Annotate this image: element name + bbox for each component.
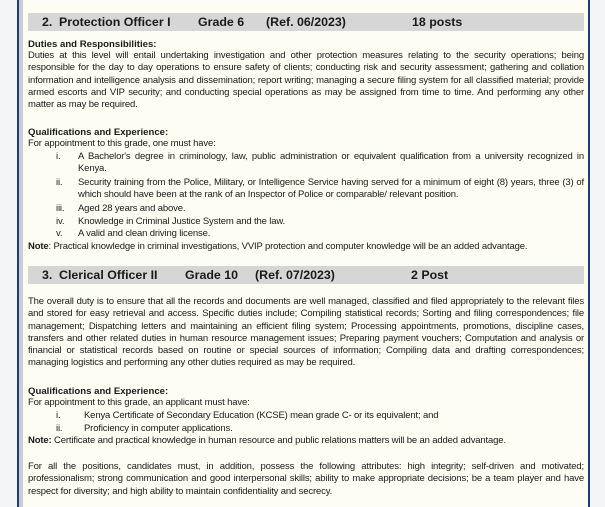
advert-page [17,0,590,507]
section-2-item-5 [28,228,584,240]
item-text: Knowledge in Criminal Justice System and the law. [78,215,286,227]
section-2-duties-heading: Duties and Responsibilities: [28,39,157,50]
section-3-posts: 2 Post [411,268,449,282]
item-number: v. [56,228,63,239]
section-2-ref: (Ref. 06/2023) [266,15,346,29]
note-label: Note: [28,435,52,446]
item-number: ii. [56,422,63,434]
item-number: i. [56,151,61,162]
item-text: A valid and clean driving license. [78,228,211,239]
section-3-grade: Grade 10 [185,268,239,282]
section-2-item-1 [28,151,584,176]
section-2-duties-text: Duties at this level will entail undertaking investigation and other protection measures relating to the security operations; being responsible for the day to day operations to ensure safety of clients; conducting risk and security assessment; gathering and collation information and intelligence analysis and dissemination; report writing; managing a secure filing system for all classified material; provide armed escorts and VIP security; and conducting special operations as may be assigned from time to time. And performing any other matter as may be required. [28,50,584,111]
closing-attributes-text: For all the positions, candidates must, in addition, possess the following attributes: high integrity; self-driven and motivated; professionalism; strong communication and good interpersonal skills; ability to make appropriate decisions; be a team player and have respect for diversity; and high ability to maintain confidentiality and secrecy. [28,461,584,497]
item-text: Proficiency in computer applications. [84,422,233,434]
section-3-qualifications-intro: For appointment to this grade, an applicant must have: [28,397,250,408]
section-2-header [28,13,584,31]
note-text: Certificate and practical knowledge in human resource and public relations matters will be an added advantage. [51,435,506,446]
section-2-number: 2. [42,15,53,29]
item-text: A Bachelor's degree in criminology, law, public administration or equivalent qualification from a university recognized in Kenya. [78,151,584,175]
section-3-title: Clerical Officer II [59,268,158,282]
section-3-item-2 [28,423,584,435]
section-2-item-3 [28,203,584,215]
item-text: Kenya Certificate of Secondary Education (KCSE) mean grade C- or its equivalent; and [84,410,439,421]
section-2-item-2 [28,177,584,202]
item-number: iv. [56,215,65,227]
item-text: Aged 28 years and above. [78,203,186,214]
section-3-header [28,266,584,284]
section-3-note [28,435,584,447]
item-number: iii. [56,203,65,214]
section-3-ref: (Ref. 07/2023) [255,268,335,282]
item-number: ii. [56,177,63,188]
section-2-qualifications-heading: Qualifications and Experience: [28,127,169,138]
section-2-posts: 18 posts [412,15,463,29]
section-3-duties-text: The overall duty is to ensure that all the records and documents are well managed, classified and filed appropriately to the relevant files and stored for easy retrieval and access. Specific duties include; Compiling statistical records; Sorting and filing correspondences; file management; Dispatching letters and maintaining an efficient filing system; Processing appointments, promotions, discipline cases, transfers and other related duties in human resource management issues; Preparing payment vouchers; Computation and analysis or financial or statistical records based on routine or special sources of information; Compiling data and drafting correspondences; managing logistics and performing any other duties required as may be required. [28,296,584,369]
section-3-item-1 [28,410,584,422]
note-label: Note [28,241,49,252]
section-2-item-4 [28,216,584,228]
section-2-title: Protection Officer I [59,15,171,29]
item-text: Security training from the Police, Military, or Intelligence Service having served for a minimum of eight (8) years, three (3) of which should have been at the rank of an Inspector of Police or comparable/ relevant position. [78,177,584,201]
section-2-qualifications-intro: For appointment to this grade, one must have: [28,138,216,149]
section-3-number: 3. [42,268,53,282]
item-number: i. [56,410,61,421]
section-2-note [28,241,584,253]
note-text: : Practical knowledge in criminal investigations, VVIP protection and computer knowledge will be an added advantage. [48,241,528,252]
section-2-grade: Grade 6 [198,15,245,29]
page-edge-shadow [19,0,23,507]
section-3-qualifications-heading: Qualifications and Experience: [28,386,169,397]
